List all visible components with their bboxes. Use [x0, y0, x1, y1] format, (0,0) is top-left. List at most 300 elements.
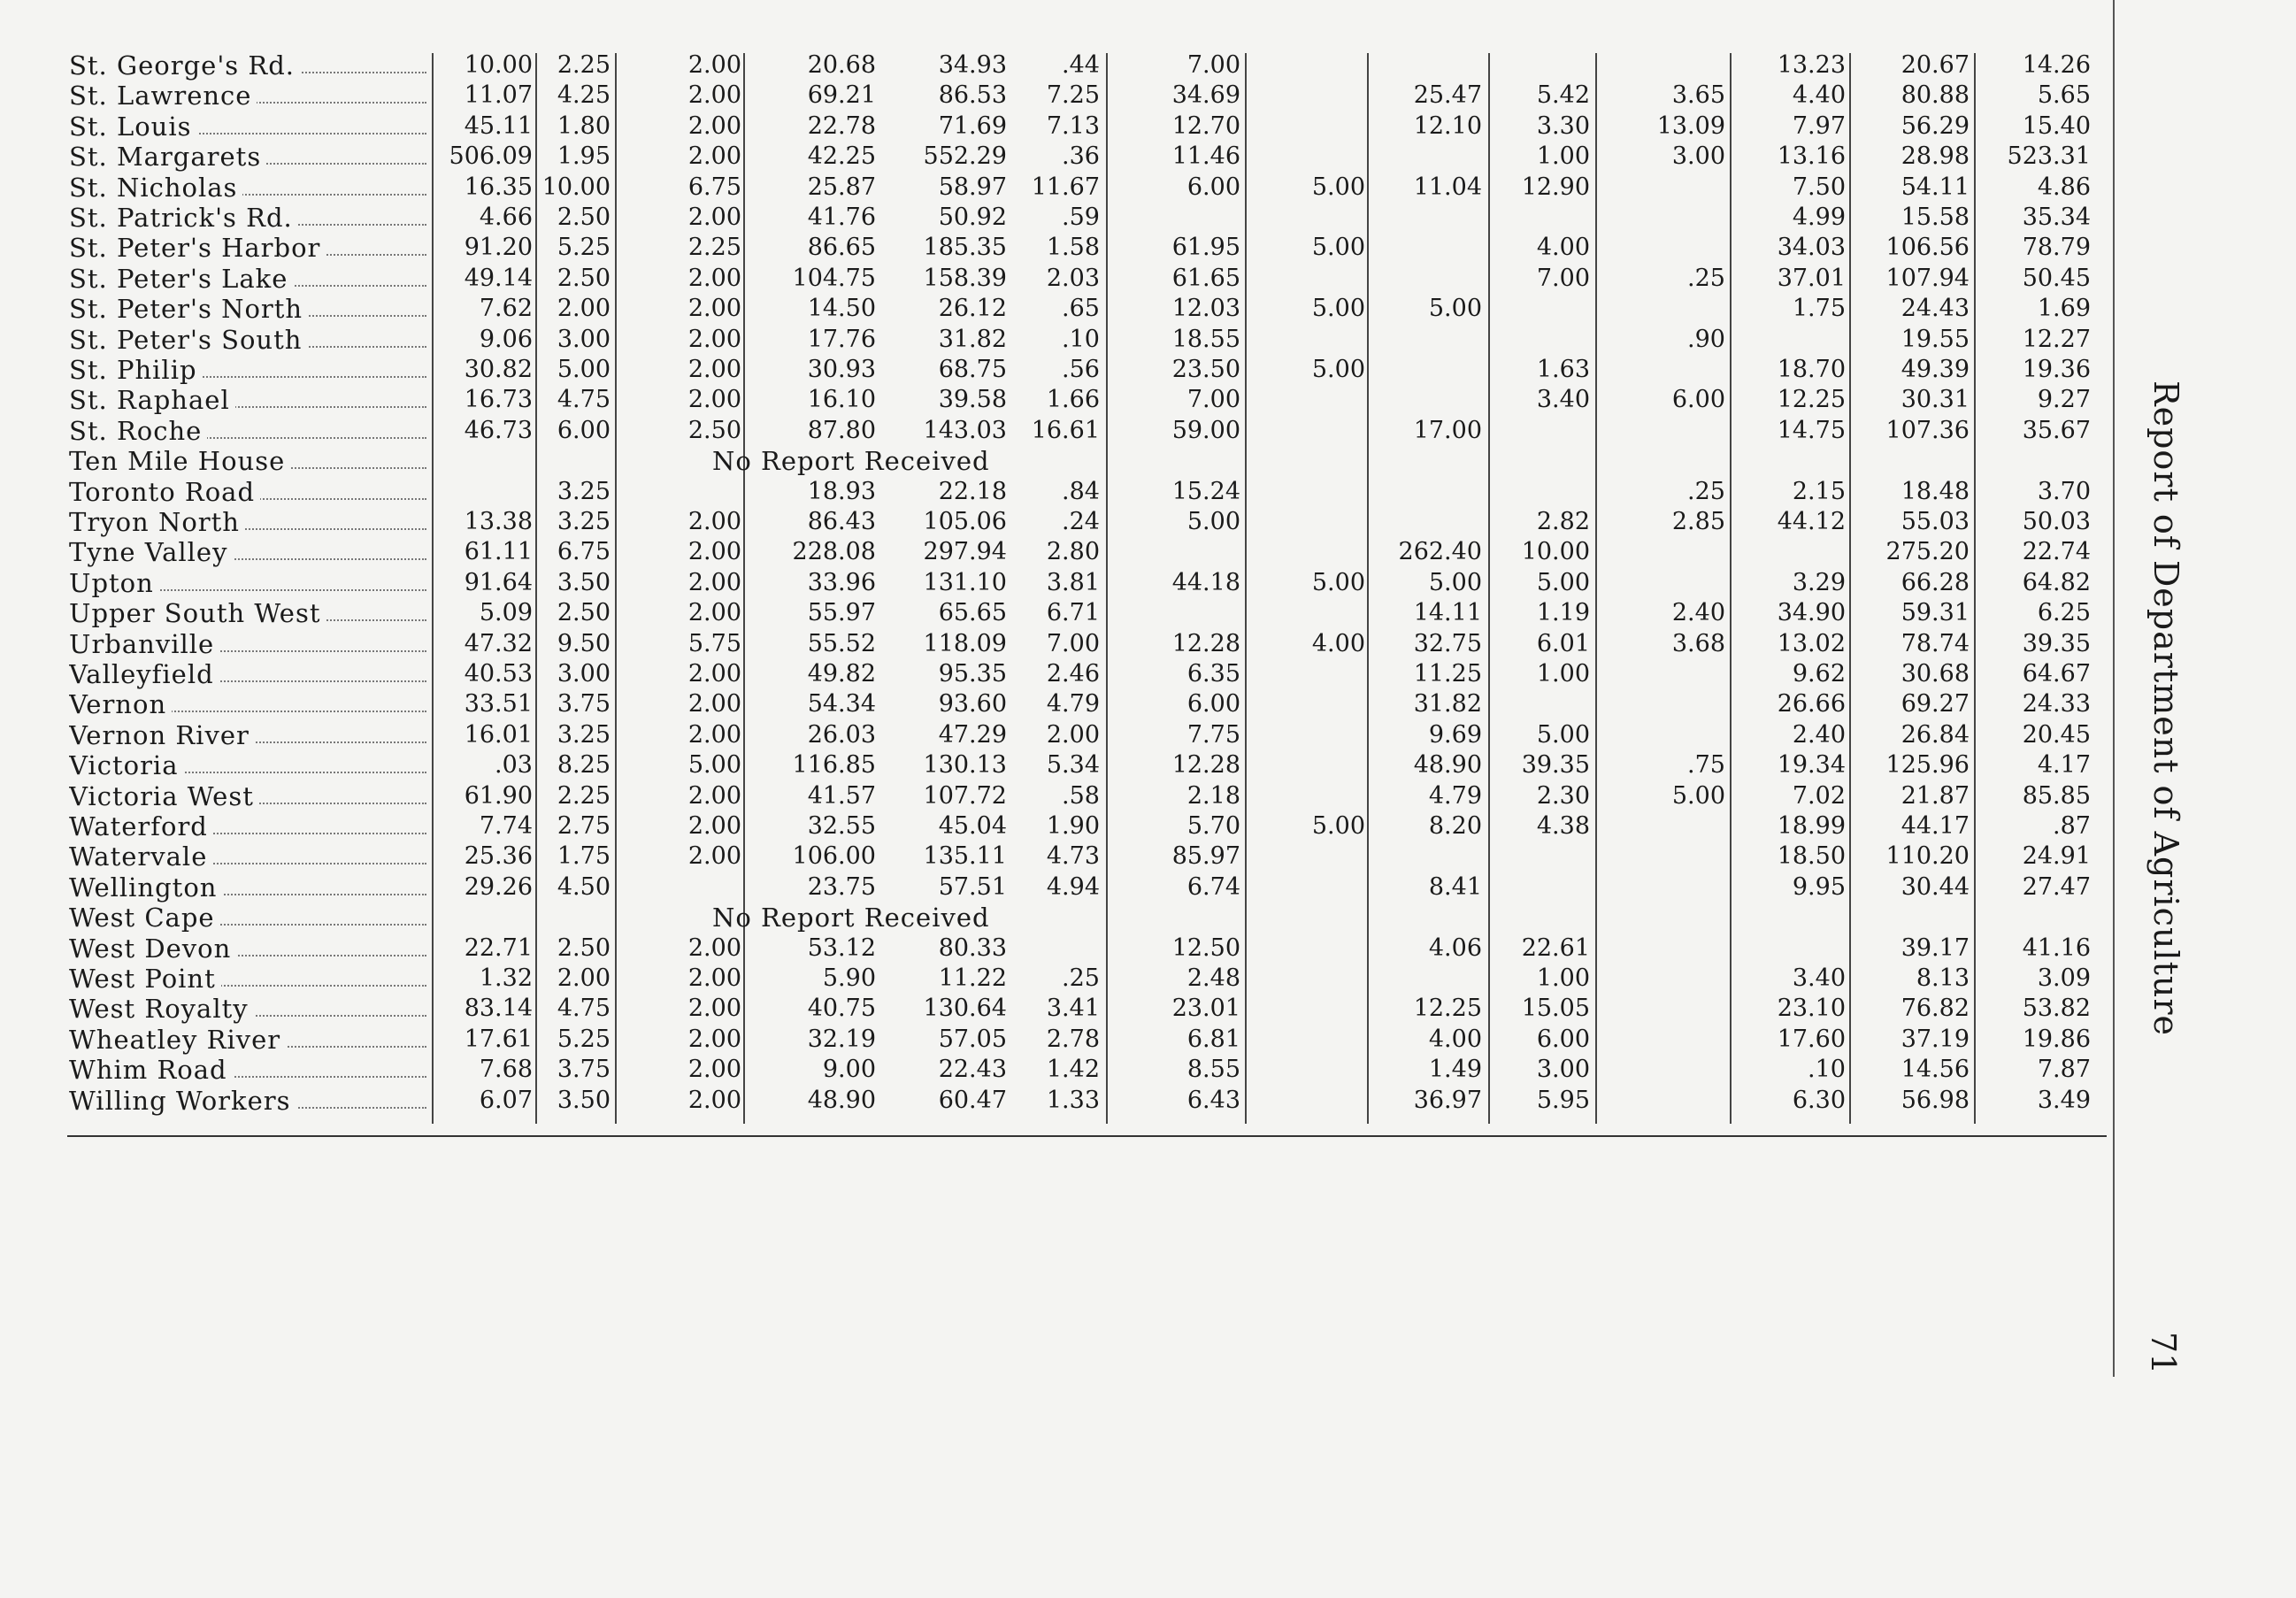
table-row	[0, 720, 2115, 750]
table-cell: 80.88	[1901, 81, 1970, 110]
table-cell: 40.53	[464, 660, 533, 688]
table-cell: 3.09	[2037, 964, 2091, 992]
table-row	[0, 659, 2115, 689]
table-cell: 2.00	[687, 1086, 741, 1114]
table-cell: 30.68	[1901, 660, 1970, 688]
table-cell: 19.86	[2022, 1025, 2091, 1053]
table-cell: 4.94	[1046, 872, 1100, 901]
table-cell: 40.75	[807, 995, 876, 1023]
table-cell: 13.16	[1777, 142, 1846, 171]
table-cell: 44.18	[1171, 568, 1240, 596]
table-cell: 2.30	[1536, 781, 1590, 810]
table-cell: 23.10	[1777, 995, 1846, 1023]
row-name	[69, 416, 432, 446]
table-cell: 1.33	[1046, 1086, 1100, 1114]
table-cell: 4.06	[1428, 933, 1482, 962]
table-cell: 143.03	[923, 416, 1007, 444]
table-cell: 55.03	[1901, 508, 1970, 535]
table-cell: 5.00	[687, 751, 741, 780]
table-cell: 27.47	[2022, 872, 2091, 901]
table-cell: 2.00	[687, 508, 741, 535]
table-cell: 23.50	[1171, 356, 1240, 383]
table-cell: 5.00	[1536, 720, 1590, 749]
row-name	[69, 446, 432, 476]
row-name	[69, 355, 432, 385]
row-name-label: Ten Mile House	[69, 446, 290, 476]
table-cell: 6.00	[1186, 690, 1240, 718]
table-cell: 83.14	[464, 995, 533, 1023]
table-cell: 93.60	[938, 690, 1007, 718]
table-row	[0, 477, 2115, 507]
table-cell: 87.80	[807, 416, 876, 444]
table-cell: 56.98	[1901, 1086, 1970, 1114]
table-row	[0, 81, 2115, 111]
table-cell: 28.98	[1901, 142, 1970, 171]
row-name-label: Wellington	[69, 872, 222, 903]
table-cell: 59.00	[1171, 416, 1240, 444]
table-cell: 2.40	[1792, 720, 1846, 749]
table-cell: 4.25	[557, 81, 610, 110]
table-cell: 31.82	[938, 325, 1007, 353]
table-cell: 2.00	[687, 142, 741, 171]
table-cell: 11.22	[938, 964, 1007, 992]
row-name	[69, 659, 432, 689]
table-cell: 8.55	[1186, 1056, 1240, 1084]
table-cell: 2.00	[687, 81, 741, 110]
table-cell: 16.10	[807, 386, 876, 414]
table-cell: 5.25	[557, 1025, 610, 1053]
table-cell: 20.45	[2022, 720, 2091, 749]
table-cell: 7.13	[1046, 111, 1100, 140]
no-report-note: No Report Received	[712, 446, 990, 477]
table-cell: 4.17	[2037, 751, 2091, 780]
table-cell: 5.34	[1046, 751, 1100, 780]
table-row	[0, 264, 2115, 294]
table-cell: 7.62	[479, 295, 533, 323]
row-name	[69, 750, 432, 780]
table-cell: 26.12	[938, 295, 1007, 323]
table-cell: 107.36	[1885, 416, 1970, 444]
table-row	[0, 203, 2115, 233]
table-cell: 19.55	[1901, 325, 1970, 353]
row-name-label: West Cape	[69, 903, 220, 933]
table-cell: 86.43	[807, 508, 876, 535]
table-cell: 8.25	[557, 751, 610, 780]
table-cell: 17.61	[464, 1025, 533, 1053]
table-cell: 1.32	[479, 964, 533, 992]
table-cell: 66.28	[1901, 568, 1970, 596]
table-cell: 86.53	[938, 81, 1007, 110]
table-cell: 7.68	[479, 1056, 533, 1084]
row-name-label: West Devon	[69, 933, 236, 964]
table-cell: 14.26	[2022, 51, 2091, 79]
table-cell: 31.82	[1413, 690, 1482, 718]
table-cell: 49.39	[1901, 356, 1970, 383]
side-title: Report of Department of Agriculture	[2146, 380, 2185, 1036]
table-row	[0, 598, 2115, 628]
table-cell: 39.35	[2022, 629, 2091, 657]
table-cell: 7.00	[1536, 264, 1590, 292]
row-name	[69, 903, 432, 933]
table-cell: 37.01	[1777, 264, 1846, 292]
table-cell: 30.82	[464, 356, 533, 383]
table-row	[0, 507, 2115, 537]
row-name-label: West Point	[69, 964, 221, 994]
table-cell: 107.72	[923, 781, 1007, 810]
row-name	[69, 233, 432, 263]
table-cell: 32.55	[807, 812, 876, 840]
table-row	[0, 233, 2115, 263]
table-cell: 2.85	[1671, 508, 1725, 535]
table-row	[0, 1025, 2115, 1055]
table-cell: 64.67	[2022, 660, 2091, 688]
table-cell: 12.10	[1413, 111, 1482, 140]
table-cell: 26.03	[807, 720, 876, 749]
row-name-label: Waterford	[69, 811, 213, 841]
table-cell: 4.50	[557, 872, 610, 901]
table-cell: 1.75	[557, 842, 610, 871]
table-cell: 2.00	[687, 386, 741, 414]
table-cell: 4.00	[1311, 629, 1365, 657]
table-cell: 19.36	[2022, 356, 2091, 383]
table-cell: 11.07	[464, 81, 533, 110]
table-cell: 3.75	[557, 1056, 610, 1084]
table-cell: 3.29	[1792, 568, 1846, 596]
table-row	[0, 933, 2115, 964]
table-cell: 49.82	[807, 660, 876, 688]
table-cell: 2.00	[687, 660, 741, 688]
table-cell: 69.27	[1901, 690, 1970, 718]
row-name	[69, 142, 432, 172]
table-row	[0, 1055, 2115, 1085]
table-cell: 3.25	[557, 720, 610, 749]
table-row	[0, 446, 2115, 476]
table-cell: 104.75	[792, 264, 876, 292]
row-name-label: St. Nicholas	[69, 173, 242, 203]
table-row	[0, 294, 2115, 324]
table-cell: 2.50	[557, 264, 610, 292]
table-cell: .90	[1687, 325, 1725, 353]
table-cell: 4.40	[1792, 81, 1846, 110]
table-cell: 118.09	[923, 629, 1007, 657]
row-name	[69, 568, 432, 598]
table-cell: 3.00	[557, 325, 610, 353]
table-cell: 2.25	[687, 234, 741, 262]
table-cell: 23.01	[1171, 995, 1240, 1023]
table-cell: 13.02	[1777, 629, 1846, 657]
table-cell: 35.34	[2022, 204, 2091, 231]
row-name-label: St. Raphael	[69, 385, 235, 415]
table-cell: 14.75	[1777, 416, 1846, 444]
table-cell: 18.48	[1901, 477, 1970, 505]
row-name	[69, 598, 432, 628]
table-cell: 2.00	[687, 599, 741, 627]
table-cell: 1.80	[557, 111, 610, 140]
table-bottom-rule	[67, 1135, 2107, 1137]
table-cell: 3.25	[557, 477, 610, 505]
table-cell: 22.18	[938, 477, 1007, 505]
table-cell: 5.00	[1428, 568, 1482, 596]
row-name	[69, 264, 432, 294]
row-name	[69, 1025, 432, 1055]
table-cell: 1.66	[1046, 386, 1100, 414]
table-cell: 1.63	[1536, 356, 1590, 383]
table-cell: 6.75	[557, 538, 610, 566]
table-cell: 57.51	[938, 872, 1007, 901]
table-row	[0, 173, 2115, 203]
row-name	[69, 689, 432, 719]
table-cell: 48.90	[1413, 751, 1482, 780]
table-cell: 135.11	[923, 842, 1007, 871]
table-cell: 78.74	[1901, 629, 1970, 657]
table-cell: .75	[1687, 751, 1725, 780]
table-cell: 4.73	[1046, 842, 1100, 871]
table-cell: 12.28	[1171, 629, 1240, 657]
table-cell: 1.75	[1792, 295, 1846, 323]
table-cell: 1.42	[1046, 1056, 1100, 1084]
table-cell: 4.75	[557, 386, 610, 414]
row-name	[69, 1086, 432, 1116]
table-cell: 125.96	[1885, 751, 1970, 780]
table-cell: 20.68	[807, 51, 876, 79]
row-name-label: St. Louis	[69, 111, 197, 142]
row-name-label: Tyne Valley	[69, 537, 233, 567]
table-cell: 41.76	[807, 204, 876, 231]
table-cell: 47.32	[464, 629, 533, 657]
table-cell: 17.00	[1413, 416, 1482, 444]
table-cell: 50.03	[2022, 508, 2091, 535]
table-cell: 3.49	[2037, 1086, 2091, 1114]
table-cell: 3.41	[1046, 995, 1100, 1023]
table-cell: .25	[1062, 964, 1100, 992]
table-cell: 24.43	[1901, 295, 1970, 323]
row-name-label: Toronto Road	[69, 477, 260, 507]
table-cell: 45.11	[464, 111, 533, 140]
table-cell: 2.00	[557, 295, 610, 323]
table-cell: 4.79	[1428, 781, 1482, 810]
table-cell: 2.82	[1536, 508, 1590, 535]
table-cell: 50.45	[2022, 264, 2091, 292]
table-cell: 5.00	[1671, 781, 1725, 810]
table-cell: 18.55	[1171, 325, 1240, 353]
page-number: 71	[2144, 1332, 2183, 1375]
table-cell: 18.50	[1777, 842, 1846, 871]
table-cell: 2.00	[687, 1025, 741, 1053]
table-cell: 12.90	[1521, 173, 1590, 201]
table-cell: 24.33	[2022, 690, 2091, 718]
table-cell: 4.38	[1536, 812, 1590, 840]
row-name	[69, 203, 432, 233]
table-cell: 3.30	[1536, 111, 1590, 140]
table-row	[0, 689, 2115, 719]
table-cell: 65.65	[938, 599, 1007, 627]
table-cell: 3.50	[557, 1086, 610, 1114]
table-row	[0, 903, 2115, 933]
table-cell: 5.00	[1428, 295, 1482, 323]
table-cell: 5.00	[1311, 812, 1365, 840]
table-cell: 9.50	[557, 629, 610, 657]
table-cell: 61.65	[1171, 264, 1240, 292]
table-cell: 32.75	[1413, 629, 1482, 657]
table-cell: 85.97	[1171, 842, 1240, 871]
table-cell: 4.99	[1792, 204, 1846, 231]
row-name-label: Upton	[69, 568, 159, 598]
table-cell: 11.04	[1413, 173, 1482, 201]
table-cell: 25.36	[464, 842, 533, 871]
table-cell: 7.50	[1792, 173, 1846, 201]
row-name	[69, 111, 432, 142]
table-cell: 33.96	[807, 568, 876, 596]
table-cell: 22.61	[1521, 933, 1590, 962]
table-row	[0, 50, 2115, 81]
table-cell: 3.50	[557, 568, 610, 596]
table-cell: 9.06	[479, 325, 533, 353]
table-cell: 60.47	[938, 1086, 1007, 1114]
table-cell: 1.00	[1536, 964, 1590, 992]
table-row	[0, 629, 2115, 659]
table-cell: 91.20	[464, 234, 533, 262]
row-name-label: St. Peter's Lake	[69, 264, 293, 294]
table-cell: 2.00	[687, 842, 741, 871]
table-cell: 16.73	[464, 386, 533, 414]
table-cell: 18.93	[807, 477, 876, 505]
table-cell: 2.40	[1671, 599, 1725, 627]
row-name-label: Victoria West	[69, 781, 259, 811]
table-cell: 5.90	[822, 964, 876, 992]
table-cell: 552.29	[923, 142, 1007, 171]
table-cell: 53.82	[2022, 995, 2091, 1023]
table-cell: 33.51	[464, 690, 533, 718]
table-cell: 2.25	[557, 781, 610, 810]
no-report-note: No Report Received	[712, 903, 990, 933]
row-name	[69, 933, 432, 964]
table-cell: 13.09	[1656, 111, 1725, 140]
table-cell: 57.05	[938, 1025, 1007, 1053]
row-name-label: Victoria	[69, 750, 184, 780]
table-cell: 15.05	[1521, 995, 1590, 1023]
table-cell: 36.97	[1413, 1086, 1482, 1114]
table-cell: 35.67	[2022, 416, 2091, 444]
table-cell: 5.09	[479, 599, 533, 627]
table-cell: 56.29	[1901, 111, 1970, 140]
table-cell: 506.09	[449, 142, 533, 171]
table-cell: 2.00	[687, 812, 741, 840]
table-row	[0, 781, 2115, 811]
table-cell: 30.44	[1901, 872, 1970, 901]
row-name-label: Valleyfield	[69, 659, 219, 689]
row-name-label: St. Peter's North	[69, 294, 308, 324]
table-cell: 106.00	[792, 842, 876, 871]
table-cell: 26.66	[1777, 690, 1846, 718]
table-cell: 2.00	[687, 51, 741, 79]
table-cell: 297.94	[923, 538, 1007, 566]
row-name	[69, 81, 432, 111]
table-cell: 32.19	[807, 1025, 876, 1053]
table-cell: 15.58	[1901, 204, 1970, 231]
table-cell: 3.75	[557, 690, 610, 718]
table-cell: 2.15	[1792, 477, 1846, 505]
table-cell: 13.23	[1777, 51, 1846, 79]
table-cell: 2.00	[687, 933, 741, 962]
table-cell: 2.00	[687, 568, 741, 596]
table-cell: 7.25	[1046, 81, 1100, 110]
table-cell: 22.74	[2022, 538, 2091, 566]
table-row	[0, 964, 2115, 994]
table-cell: 19.34	[1777, 751, 1846, 780]
table-cell: 11.46	[1171, 142, 1240, 171]
table-cell: 3.00	[557, 660, 610, 688]
table-cell: 7.75	[1186, 720, 1240, 749]
table-cell: 5.00	[1186, 508, 1240, 535]
table-cell: 3.40	[1536, 386, 1590, 414]
table-cell: 107.94	[1885, 264, 1970, 292]
table-cell: 6.00	[1536, 1025, 1590, 1053]
table-cell: 110.20	[1885, 842, 1970, 871]
table-cell: .10	[1808, 1056, 1846, 1084]
table-cell: 158.39	[923, 264, 1007, 292]
table-cell: 50.92	[938, 204, 1007, 231]
table-row	[0, 355, 2115, 385]
table-cell: 8.20	[1428, 812, 1482, 840]
table-cell: .03	[495, 751, 533, 780]
row-name-label: Watervale	[69, 841, 212, 872]
table-cell: 4.00	[1428, 1025, 1482, 1053]
table-cell: 95.35	[938, 660, 1007, 688]
table-cell: 2.48	[1186, 964, 1240, 992]
table-cell: 7.02	[1792, 781, 1846, 810]
table-cell: 86.65	[807, 234, 876, 262]
table-cell: 76.82	[1901, 995, 1970, 1023]
table-cell: .65	[1062, 295, 1100, 323]
table-cell: .87	[2053, 812, 2091, 840]
table-cell: 58.97	[938, 173, 1007, 201]
table-cell: 11.67	[1031, 173, 1100, 201]
table-cell: 7.87	[2037, 1056, 2091, 1084]
table-cell: 59.31	[1901, 599, 1970, 627]
table-cell: 48.90	[807, 1086, 876, 1114]
table-cell: 2.00	[687, 295, 741, 323]
row-name-label: St. Lawrence	[69, 81, 257, 111]
table-cell: 22.78	[807, 111, 876, 140]
table-cell: 4.79	[1046, 690, 1100, 718]
table-cell: 55.52	[807, 629, 876, 657]
table-cell: 4.66	[479, 204, 533, 231]
table-cell: 12.25	[1777, 386, 1846, 414]
table-row	[0, 841, 2115, 872]
table-cell: 10.00	[464, 51, 533, 79]
table-cell: 2.50	[557, 933, 610, 962]
row-name	[69, 173, 432, 203]
table-cell: 2.00	[687, 264, 741, 292]
table-cell: 2.00	[687, 964, 741, 992]
table-cell: 3.81	[1046, 568, 1100, 596]
table-cell: 80.33	[938, 933, 1007, 962]
table-row	[0, 111, 2115, 142]
table-cell: 6.07	[479, 1086, 533, 1114]
row-name-label: St. Philip	[69, 355, 203, 385]
table-cell: 3.00	[1536, 1056, 1590, 1084]
table-cell: 3.65	[1671, 81, 1725, 110]
table-cell: 34.69	[1171, 81, 1240, 110]
table-cell: 5.65	[2037, 81, 2091, 110]
table-cell: 228.08	[792, 538, 876, 566]
table-cell: 53.12	[807, 933, 876, 962]
table-cell: 37.19	[1901, 1025, 1970, 1053]
table-cell: .56	[1062, 356, 1100, 383]
table-cell: 4.75	[557, 995, 610, 1023]
table-cell: 6.01	[1536, 629, 1590, 657]
table-cell: 61.90	[464, 781, 533, 810]
